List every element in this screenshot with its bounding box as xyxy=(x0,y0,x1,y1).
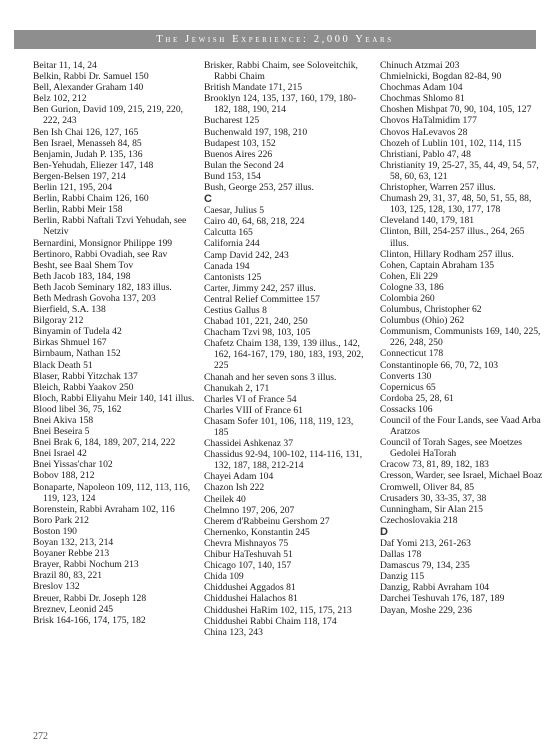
index-entry: Clinton, Hillary Rodham 257 illus. xyxy=(380,248,514,260)
index-entry: Budapest 103, 152 xyxy=(204,137,276,149)
index-entry: Besht, see Baal Shem Tov xyxy=(33,259,134,271)
index-entry: Dallas 178 xyxy=(380,549,422,561)
index-column-2 xyxy=(204,60,369,638)
index-entry: Cohen, Eli 229 xyxy=(380,270,438,282)
index-entry: Chanah and her seven sons 3 illus. xyxy=(204,371,337,383)
index-entry: Columbus, Christopher 62 xyxy=(380,304,482,316)
index-entry: Cresson, Warder, see Israel, Michael Boaz xyxy=(380,470,543,482)
index-entry: Chinuch Atzmai 203 xyxy=(380,60,460,71)
index-entry: Clinton, Bill, 254-257 illus., 264, 265 illus. xyxy=(380,226,525,249)
index-entry: Bnei Brak 6, 184, 189, 207, 214, 222 xyxy=(33,437,176,449)
index-entry: Berlin, Rabbi Chaim 126, 160 xyxy=(33,193,149,205)
index-entry: Bertinoro, Rabbi Ovadiah, see Rav xyxy=(33,248,168,260)
index-entry: Brisk 164-166, 174, 175, 182 xyxy=(33,614,146,626)
index-entry: Chafetz Chaim 138, 139, 139 illus., 142, 162, 164-167, 179, 180, 183, 193, 202, 225 xyxy=(204,338,364,372)
index-entry: Chiddushei Aggados 81 xyxy=(204,582,296,594)
index-entry: Cromwell, Oliver 84, 85 xyxy=(380,481,475,493)
index-entry: Calcutta 165 xyxy=(204,227,253,239)
index-entry: Chassidus 92-94, 100-102, 114-116, 131, 132, 187, 188, 212-214 xyxy=(204,449,363,472)
index-entry: Chernenko, Konstantin 245 xyxy=(204,526,310,538)
index-entry: Chevra Mishnayos 75 xyxy=(204,537,289,549)
index-entry: Cordoba 25, 28, 61 xyxy=(380,392,454,404)
index-entry: Ben-Yehudah, Eliezer 147, 148 xyxy=(33,159,154,171)
index-entry: Daf Yomi 213, 261-263 xyxy=(380,537,471,549)
index-entry: Bierfield, S.A. 138 xyxy=(33,304,106,316)
index-entry: Chassidei Ashkenaz 37 xyxy=(204,438,293,450)
index-entry: Bloch, Rabbi Eliyahu Meir 140, 141 illus. xyxy=(33,392,195,404)
index-entry: Chozeh of Lublin 101, 102, 114, 115 xyxy=(380,137,522,149)
index-entry: Cunningham, Sir Alan 215 xyxy=(380,503,483,515)
section-letter: D xyxy=(380,525,388,538)
index-entry: Chanukah 2, 171 xyxy=(204,382,270,394)
index-entry: Breznev, Leonid 245 xyxy=(33,603,114,615)
index-entry: Chochmas Adam 104 xyxy=(380,82,463,94)
index-entry: Bernardini, Monsignor Philippe 199 xyxy=(33,237,173,249)
index-entry: Chazon Ish 222 xyxy=(204,482,265,494)
index-entry: Boyan 132, 213, 214 xyxy=(33,537,114,549)
index-entry: Belz 102, 212 xyxy=(33,93,87,105)
index-entry: Bnei Yissas'char 102 xyxy=(33,459,113,471)
index-entry: Blood libel 36, 75, 162 xyxy=(33,403,122,415)
index-entry: Binyamin of Tudela 42 xyxy=(33,326,122,338)
index-entry: Chelmno 197, 206, 207 xyxy=(204,504,295,516)
index-entry: Cherem d'Rabbeinu Gershom 27 xyxy=(204,515,330,527)
index-entry: Borenstein, Rabbi Avraham 102, 116 xyxy=(33,503,175,515)
index-entry: China 123, 243 xyxy=(204,626,263,638)
index-entry: Chida 109 xyxy=(204,571,244,583)
index-entry: Copernicus 65 xyxy=(380,381,436,393)
index-entry: Bobov 188, 212 xyxy=(33,470,95,482)
index-entry: Chovos HaTalmidim 177 xyxy=(380,115,477,127)
index-entry: Central Relief Committee 157 xyxy=(204,293,320,305)
index-entry: Bnei Beseira 5 xyxy=(33,426,90,438)
index-entry: Brazil 80, 83, 221 xyxy=(33,570,103,582)
index-entry: Caesar, Julius 5 xyxy=(204,205,265,217)
index-entry: Choshen Mishpat 70, 90, 104, 105, 127 xyxy=(380,104,532,116)
index-entry: Connecticut 178 xyxy=(380,348,444,360)
index-entry: Cologne 33, 186 xyxy=(380,281,444,293)
index-entry: Chiddushei HaRim 102, 115, 175, 213 xyxy=(204,604,352,616)
index-entry: Ben Israel, Menasseh 84, 85 xyxy=(33,137,142,149)
index-entry: Breslov 132 xyxy=(33,581,80,593)
index-entry: Boro Park 212 xyxy=(33,514,89,526)
index-entry: Council of the Four Lands, see Vaad Arba Aratzos xyxy=(380,415,541,438)
index-entry: Birnbaum, Nathan 152 xyxy=(33,348,121,360)
index-entry: Cohen, Captain Abraham 135 xyxy=(380,259,495,271)
index-entry: Chochmas Shlomo 81 xyxy=(380,93,465,105)
index-entry: Christiani, Pablo 47, 48 xyxy=(380,148,471,160)
index-entry: Cestius Gallus 8 xyxy=(204,304,267,316)
index-entry: Black Death 51 xyxy=(33,359,93,371)
index-entry: Cheilek 40 xyxy=(204,493,246,505)
index-entry: California 244 xyxy=(204,238,260,250)
index-entry: Beth Medrash Govoha 137, 203 xyxy=(33,292,156,304)
index-entry: Dayan, Moshe 229, 236 xyxy=(380,604,472,616)
index-entry: Brayer, Rabbi Nochum 213 xyxy=(33,559,139,571)
index-entry: Constantinople 66, 70, 72, 103 xyxy=(380,359,499,371)
index-entry: Blaser, Rabbi Yitzchak 137 xyxy=(33,370,138,382)
index-entry: Chumash 29, 31, 37, 48, 50, 51, 55, 88, 103, 125, 128, 130, 177, 178 xyxy=(380,193,532,216)
index-entry: Cossacks 106 xyxy=(380,403,433,415)
index-entry: Czechoslovakia 218 xyxy=(380,514,458,526)
index-entry: Beth Jacob Seminary 182, 183 illus. xyxy=(33,281,172,293)
index-entry: Berlin, Rabbi Naftali Tzvi Yehudah, see Netziv xyxy=(33,215,187,238)
section-letter: C xyxy=(204,193,212,206)
index-entry: Chibur HaTeshuvah 51 xyxy=(204,549,293,561)
index-entry: Canada 194 xyxy=(204,260,250,272)
index-entry: Converts 130 xyxy=(380,370,432,382)
index-entry: Cracow 73, 81, 89, 182, 183 xyxy=(380,459,489,471)
index-entry: Carter, Jimmy 242, 257 illus. xyxy=(204,282,316,294)
index-entry: Buchenwald 197, 198, 210 xyxy=(204,126,308,138)
index-entry: Christopher, Warren 257 illus. xyxy=(380,182,496,194)
index-entry: Bnei Israel 42 xyxy=(33,448,87,460)
index-entry: Chiddushei Halachos 81 xyxy=(204,593,298,605)
index-entry: Ben Gurion, David 109, 215, 219, 220, 222, 243 xyxy=(33,104,184,127)
index-entry: Chasam Sofer 101, 106, 118, 119, 123, 185 xyxy=(204,415,354,438)
index-entry: Bulan the Second 24 xyxy=(204,159,284,171)
index-entry: Breuer, Rabbi Dr. Joseph 128 xyxy=(33,592,147,604)
index-entry: Bucharest 125 xyxy=(204,115,260,127)
index-entry: Cleveland 140, 179, 181 xyxy=(380,215,475,227)
index-entry: Chiddushei Rabbi Chaim 118, 174 xyxy=(204,615,337,627)
index-entry: Birkas Shmuel 167 xyxy=(33,337,107,349)
index-entry: Cairo 40, 64, 68, 218, 224 xyxy=(204,216,305,228)
index-entry: Colombia 260 xyxy=(380,292,435,304)
index-entry: Charles VIII of France 61 xyxy=(204,404,303,416)
index-entry: Belkin, Rabbi Dr. Samuel 150 xyxy=(33,71,149,83)
index-entry: Cantonists 125 xyxy=(204,271,262,283)
index-entry: Darchei Teshuvah 176, 187, 189 xyxy=(380,593,505,605)
index-entry: Bilgoray 212 xyxy=(33,315,84,327)
running-header xyxy=(14,30,536,49)
index-entry: Bund 153, 154 xyxy=(204,170,261,182)
index-entry: Bonaparte, Napoleon 109, 112, 113, 116, 119, 123, 124 xyxy=(33,481,191,504)
index-entry: Chicago 107, 140, 157 xyxy=(204,560,292,572)
index-entry: Boyaner Rebbe 213 xyxy=(33,548,110,560)
index-entry: Chovos HaLevavos 28 xyxy=(380,126,468,138)
index-entry: Buenos Aires 226 xyxy=(204,148,273,160)
index-entry: Beitar 11, 14, 24 xyxy=(33,60,97,71)
index-entry: Council of Torah Sages, see Moetzes Gedolei HaTorah xyxy=(380,437,522,460)
index-entry: Chacham Tzvi 98, 103, 105 xyxy=(204,327,311,339)
index-entry: Beth Jacob 183, 184, 198 xyxy=(33,270,131,282)
index-entry: Boston 190 xyxy=(33,525,77,537)
index-entry: Bleich, Rabbi Yaakov 250 xyxy=(33,381,134,393)
index-entry: Chayei Adam 104 xyxy=(204,471,274,483)
index-column-1 xyxy=(33,60,199,626)
index-entry: Ben Ish Chai 126, 127, 165 xyxy=(33,126,139,138)
header-title: The Jewish Experience: 2,000 Years xyxy=(156,34,394,45)
index-entry: Chabad 101, 221, 240, 250 xyxy=(204,316,308,328)
index-column-3 xyxy=(380,60,544,616)
index-entry: Berlin 121, 195, 204 xyxy=(33,182,113,194)
index-entry: Chmielnicki, Bogdan 82-84, 90 xyxy=(380,71,502,83)
index-entry: Damascus 79, 134, 235 xyxy=(380,560,470,572)
page-number: 272 xyxy=(33,731,48,742)
index-entry: Communism, Communists 169, 140, 225, 226, 248, 250 xyxy=(380,326,541,349)
index-entry: Bergen-Belsen 197, 214 xyxy=(33,170,126,182)
index-entry: Danzig 115 xyxy=(380,571,425,583)
index-entry: Crusaders 30, 33-35, 37, 38 xyxy=(380,492,487,504)
index-entry: Danzig, Rabbi Avraham 104 xyxy=(380,582,490,594)
index-entry: Bell, Alexander Graham 140 xyxy=(33,82,144,94)
index-entry: Benjamin, Judah P. 135, 136 xyxy=(33,148,143,160)
index-entry: Bnei Akiva 158 xyxy=(33,415,94,426)
index-entry: Brisker, Rabbi Chaim, see Soloveitchik, Rabbi Chaim xyxy=(204,60,358,83)
index-entry: Bush, George 253, 257 illus. xyxy=(204,182,314,194)
index-entry: Berlin, Rabbi Meir 158 xyxy=(33,204,123,216)
index-entry: British Mandate 171, 215 xyxy=(204,82,303,94)
index-entry: Brooklyn 124, 135, 137, 160, 179, 180-182, 188, 190, 214 xyxy=(204,93,357,116)
index-entry: Columbus (Ohio) 262 xyxy=(380,315,465,327)
index-entry: Christianity 19, 25-27, 35, 44, 49, 54, 57, 58, 60, 63, 121 xyxy=(380,159,539,182)
index-entry: Charles VI of France 54 xyxy=(204,393,297,405)
index-entry: Camp David 242, 243 xyxy=(204,249,289,261)
